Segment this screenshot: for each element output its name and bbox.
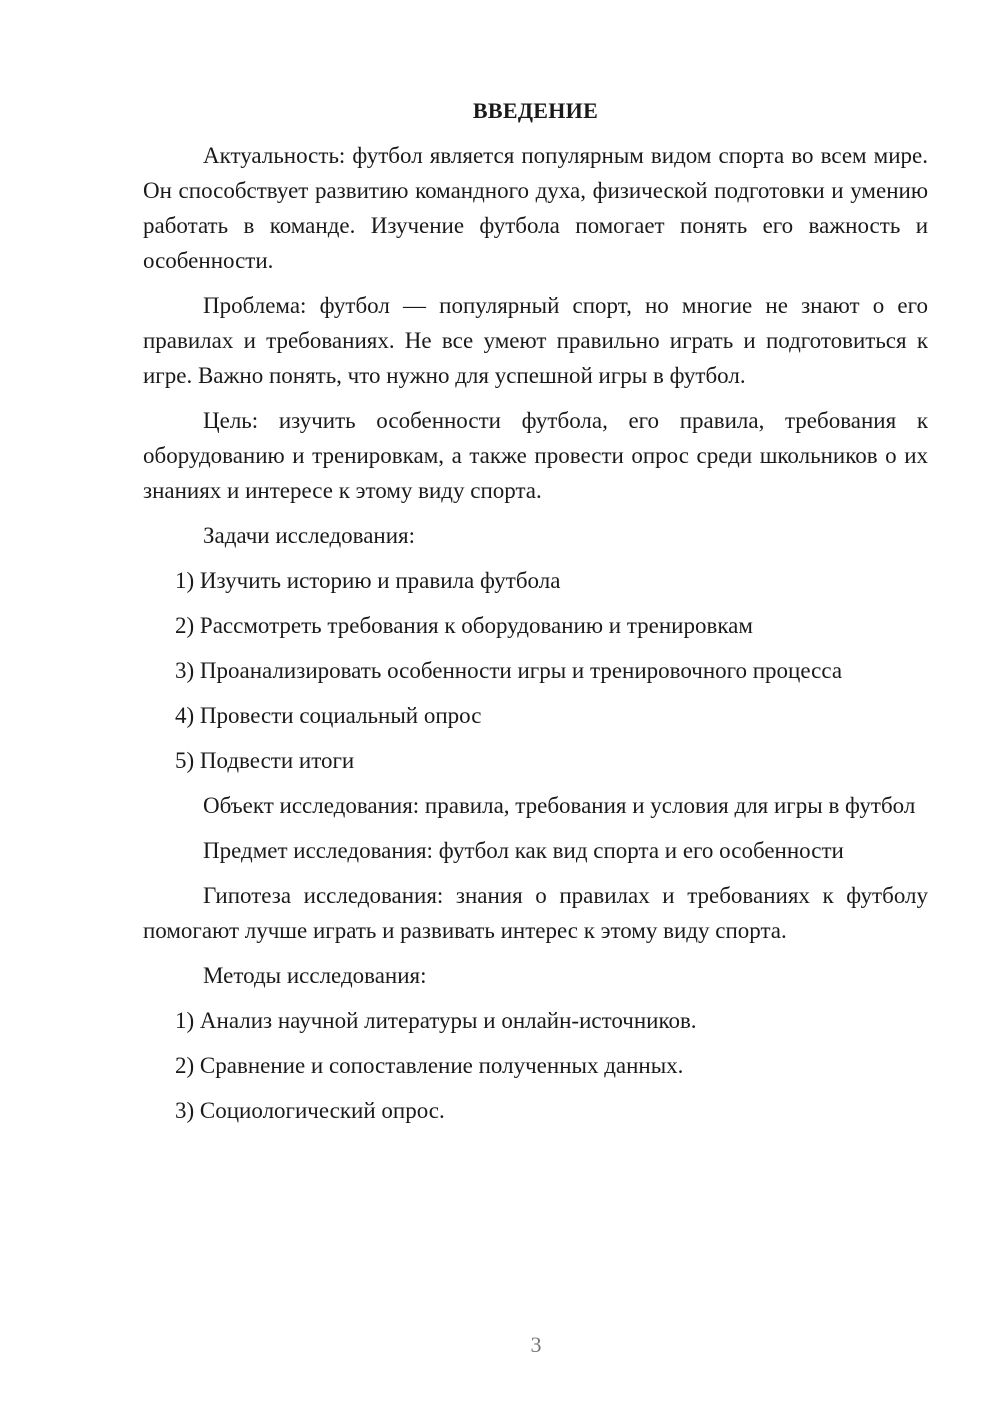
tasks-heading: Задачи исследования: xyxy=(203,523,416,548)
task-item: 1) Изучить историю и правила футбола xyxy=(175,568,561,593)
subject-paragraph: Предмет исследования: футбол как вид спорта и его особенности xyxy=(203,838,844,863)
hypothesis-paragraph: Гипотеза исследования: знания о правилах и требованиях к футболу помогают лучше играть и развивать интерес к этому виду спорта. xyxy=(143,883,928,943)
document-page xyxy=(143,96,928,1138)
problem-paragraph: Проблема: футбол — популярный спорт, но многие не знают о его правилах и требованиях. Не все умеют правильно играть и подготовиться к игре. Важно понять, что нужно для успешной игры в футбол. xyxy=(143,293,928,388)
methods-heading: Методы исследования: xyxy=(203,963,427,988)
methods-list xyxy=(143,1003,928,1128)
relevance-paragraph: Актуальность: футбол является популярным видом спорта во всем мире. Он способствует развитию командного духа, физической подготовки и умению работать в команде. Изучение футбола помогает понять его важность и особенности. xyxy=(143,143,928,273)
tasks-list xyxy=(143,563,928,778)
page-number: 3 xyxy=(530,1332,542,1357)
method-item: 2) Сравнение и сопоставление полученных данных. xyxy=(175,1053,684,1078)
section-title: ВВЕДЕНИЕ xyxy=(472,98,599,123)
task-item: 4) Провести социальный опрос xyxy=(175,703,482,728)
method-item: 3) Социологический опрос. xyxy=(175,1098,445,1123)
goal-paragraph: Цель: изучить особенности футбола, его правила, требования к оборудованию и тренировкам, а также провести опрос среди школьников о их знаниях и интересе к этому виду спорта. xyxy=(143,408,928,503)
object-paragraph: Объект исследования: правила, требования и условия для игры в футбол xyxy=(203,793,916,818)
task-item: 5) Подвести итоги xyxy=(175,748,355,773)
task-item: 2) Рассмотреть требования к оборудованию и тренировкам xyxy=(175,613,753,638)
task-item: 3) Проанализировать особенности игры и тренировочного процесса xyxy=(175,658,843,683)
method-item: 1) Анализ научной литературы и онлайн-источников. xyxy=(175,1008,697,1033)
